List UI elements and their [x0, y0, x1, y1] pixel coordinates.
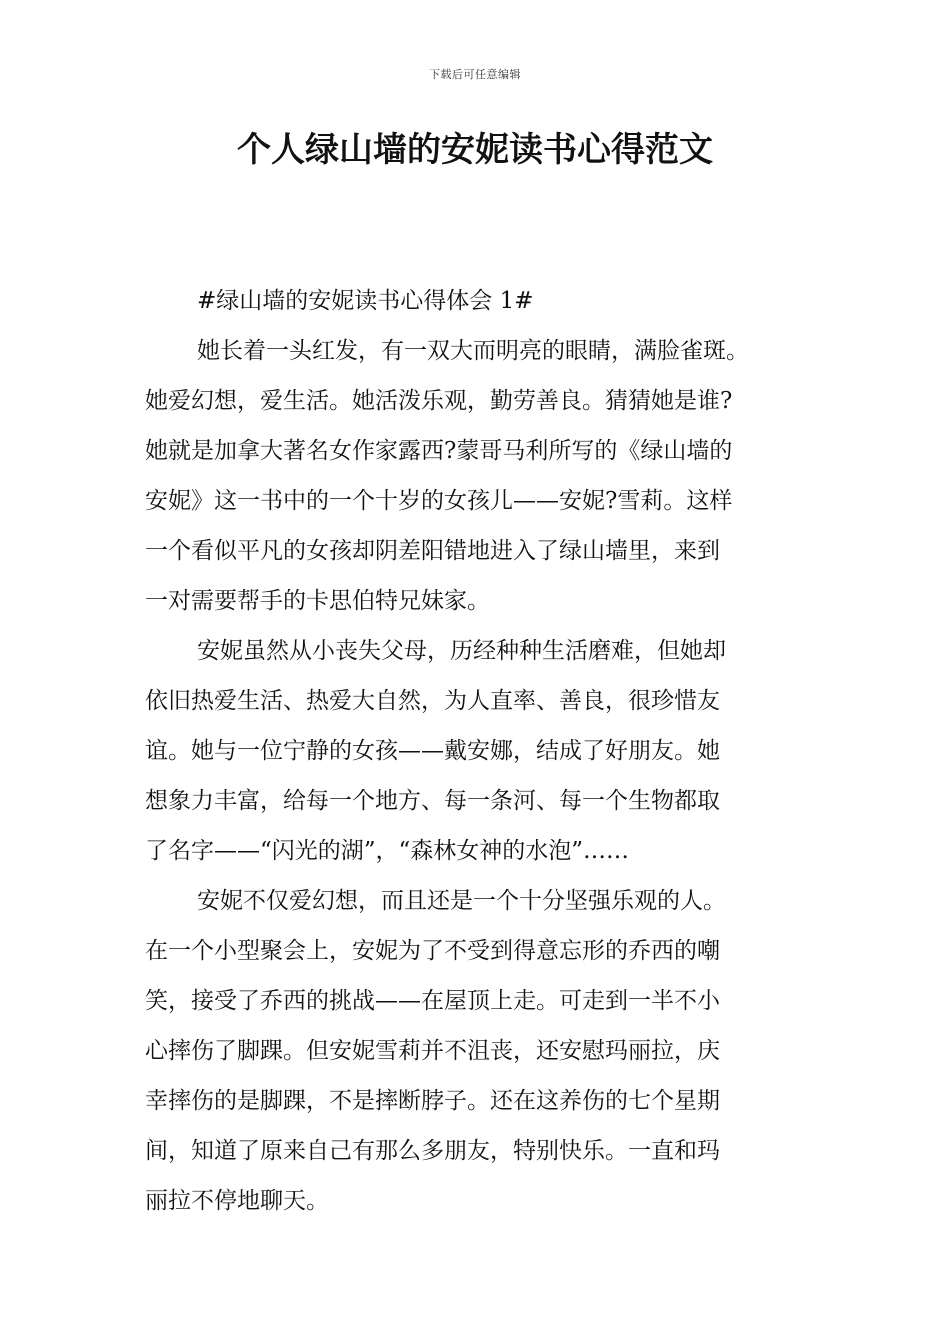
paragraph-line: 在一个小型聚会上，安妮为了不受到得意忘形的乔西的嘲	[145, 938, 720, 964]
paragraph-line: 心摔伤了脚踝。但安妮雪莉并不沮丧，还安慰玛丽拉，庆	[145, 1038, 720, 1064]
paragraph-line: 一个看似平凡的女孩却阴差阳错地进入了绿山墙里，来到	[145, 538, 720, 564]
paragraph-line: 笑，接受了乔西的挑战——在屋顶上走。可走到一半不小	[145, 988, 720, 1014]
paragraph-2	[145, 626, 810, 876]
document-body	[145, 276, 810, 1226]
paragraph-line: 她爱幻想，爱生活。她活泼乐观，勤劳善良。猜猜她是谁?	[145, 388, 733, 414]
paragraph-line: 安妮不仅爱幻想，而且还是一个十分坚强乐观的人。	[197, 888, 726, 914]
paragraph-line: 安妮虽然从小丧失父母，历经种种生活磨难，但她却	[197, 638, 726, 664]
paragraph-line: 依旧热爱生活、热爱大自然，为人直率、善良，很珍惜友	[145, 688, 720, 714]
paragraph-3	[145, 876, 810, 1226]
document-title: 个人绿山墙的安妮读书心得范文	[237, 130, 713, 170]
paragraph-line: 想象力丰富，给每一个地方、每一条河、每一个生物都取	[145, 788, 720, 814]
paragraph-line: 丽拉不停地聊天。	[145, 1188, 329, 1214]
paragraph-line: 间，知道了原来自己有那么多朋友，特别快乐。一直和玛	[145, 1138, 720, 1164]
section-heading: #绿山墙的安妮读书心得体会 1#	[197, 288, 534, 314]
paragraph-line: 一对需要帮手的卡思伯特兄妹家。	[145, 588, 490, 614]
paragraph-line: 幸摔伤的是脚踝，不是摔断脖子。还在这养伤的七个星期	[145, 1088, 720, 1114]
paragraph-line: 她长着一头红发，有一双大而明亮的眼睛，满脸雀斑。	[197, 338, 749, 364]
paragraph-line: 了名字——“闪光的湖”，“森林女神的水泡”……	[145, 838, 630, 864]
paragraph-line: 她就是加拿大著名女作家露西?蒙哥马利所写的《绿山墙的	[145, 438, 733, 464]
paragraph-1	[145, 326, 810, 626]
paragraph-line: 安妮》这一书中的一个十岁的女孩儿——安妮?雪莉。这样	[145, 488, 733, 514]
page-header-note: 下载后可任意编辑	[429, 68, 521, 81]
paragraph-line: 谊。她与一位宁静的女孩——戴安娜，结成了好朋友。她	[145, 738, 720, 764]
